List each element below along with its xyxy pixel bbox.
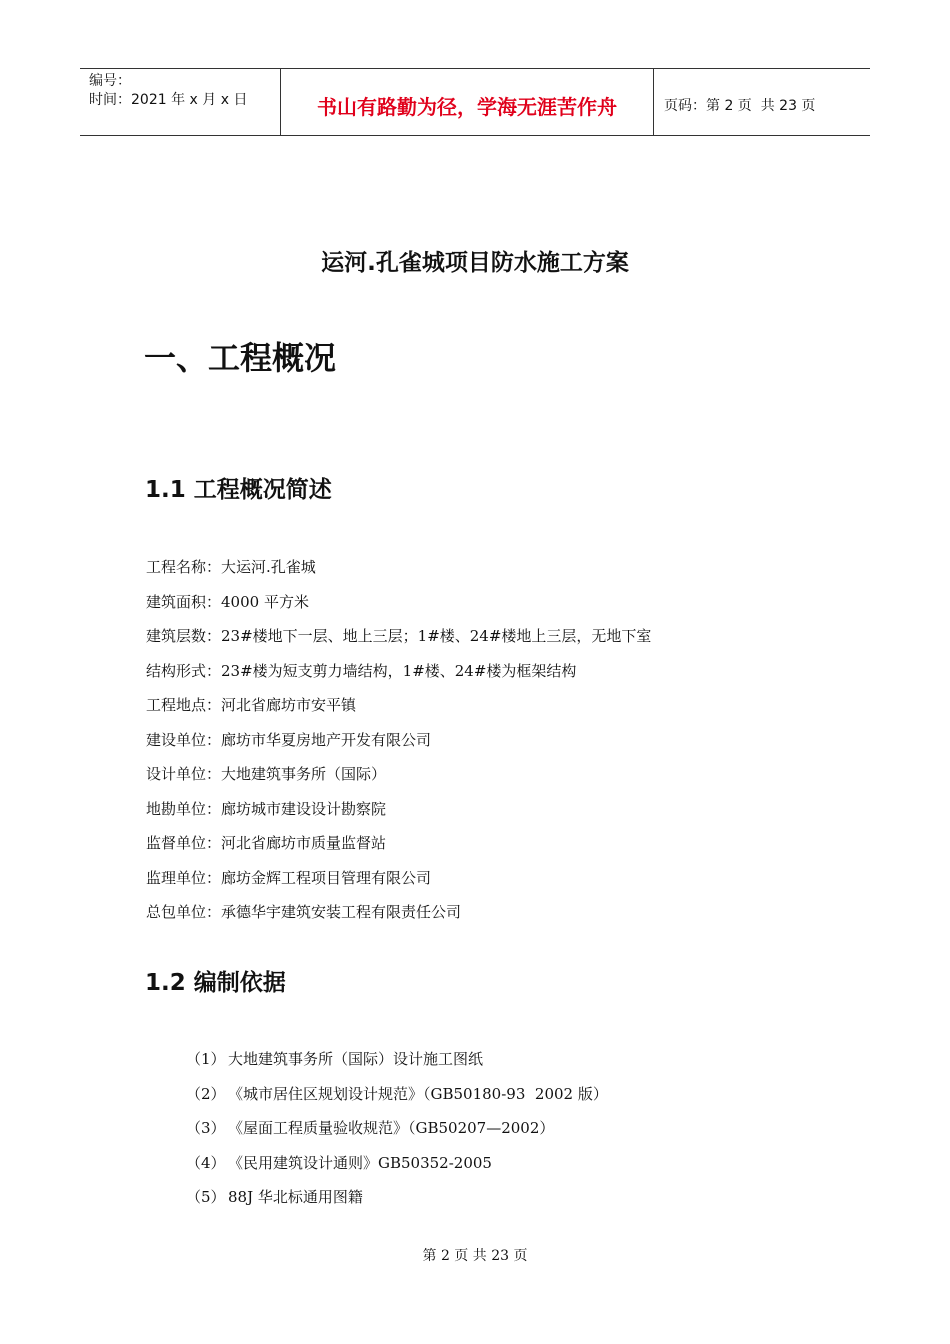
header-page-info: 页码：第 2 页 共 23 页 [664, 98, 816, 114]
list-item: 结构形式：23#楼为短支剪力墙结构，1#楼、24#楼为框架结构 [146, 661, 577, 680]
page-footer: 第 2 页 共 23 页 [422, 1248, 528, 1264]
list-item-text: 《屋面工程质量验收规范》（GB50207—2002） [228, 1119, 555, 1137]
list-item: 工程地点：河北省廊坊市安平镇 [146, 696, 357, 714]
header-meta [80, 69, 281, 135]
list-item [186, 1151, 608, 1186]
list-item: 监理单位：廊坊金辉工程项目管理有限公司 [146, 868, 432, 887]
list-item: 建筑层数：23#楼地下一层、地上三层；1#楼、24#楼地上三层，无地下室 [146, 627, 652, 645]
list-item-number: （2） [186, 1084, 226, 1103]
header-motto: 书山有路勤为径，学海无涯苦作舟 [281, 69, 654, 135]
page-header [80, 68, 870, 136]
project-overview-list [146, 555, 651, 935]
section-heading-overview-summary: 1.1 工程概况简述 [145, 477, 332, 503]
list-item [186, 1185, 608, 1220]
list-item-text: 《民用建筑设计通则》GB50352-2005 [228, 1153, 492, 1172]
list-item: 工程名称：大运河.孔雀城 [146, 558, 316, 576]
list-item: 建筑面积：4000 平方米 [146, 592, 309, 611]
list-item: 监督单位：河北省廊坊市质量监督站 [146, 834, 387, 852]
document-number-label: 编号： [89, 73, 131, 89]
list-item-number: （3） [186, 1119, 226, 1137]
list-item [186, 1082, 608, 1117]
list-item-number: （4） [186, 1153, 226, 1172]
document-date: 时间：2021 年 x 月 x 日 [89, 92, 248, 108]
document-title: 运河.孔雀城项目防水施工方案 [321, 250, 629, 276]
list-item: 设计单位：大地建筑事务所（国际） [146, 765, 387, 783]
list-item: 总包单位：承德华宇建筑安装工程有限责任公司 [146, 903, 462, 921]
list-item-number: （1） [186, 1050, 226, 1068]
compilation-basis-list [186, 1047, 608, 1220]
list-item-text: 88J 华北标通用图籍 [228, 1188, 363, 1206]
list-item [186, 1116, 608, 1151]
list-item-number: （5） [186, 1188, 226, 1206]
list-item-text: 大地建筑事务所（国际）设计施工图纸 [228, 1050, 484, 1068]
list-item: 建设单位：廊坊市华夏房地产开发有限公司 [146, 730, 432, 749]
section-heading-overview: 一、工程概况 [144, 339, 337, 377]
list-item-text: 《城市居住区规划设计规范》（GB50180-93 2002 版） [228, 1084, 608, 1103]
list-item: 地勘单位：廊坊城市建设设计勘察院 [146, 799, 387, 818]
list-item [186, 1047, 608, 1082]
section-heading-compilation-basis: 1.2 编制依据 [145, 970, 286, 996]
